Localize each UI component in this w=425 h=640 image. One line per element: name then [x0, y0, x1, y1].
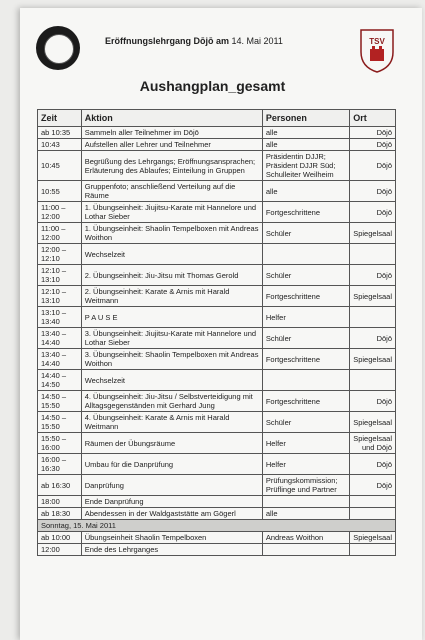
cell-zeit: ab 16:30	[38, 475, 82, 496]
section-row	[38, 520, 396, 532]
cell-aktion: 3. Übungseinheit: Jiujitsu-Karate mit Hannelore und Lothar Sieber	[81, 328, 262, 349]
cell-personen: alle	[262, 181, 349, 202]
schedule-table	[37, 109, 396, 556]
cell-zeit: 16:00 – 16:30	[38, 454, 82, 475]
cell-aktion: P A U S E	[81, 307, 262, 328]
tsv-shield-logo	[358, 22, 396, 74]
page-header	[105, 36, 283, 46]
cell-ort: Dōjō	[350, 139, 396, 151]
cell-ort: Dōjō	[350, 328, 396, 349]
cell-ort	[350, 307, 396, 328]
dojo-logo	[36, 26, 80, 70]
header-aktion: Aktion	[81, 110, 262, 127]
table-row	[38, 508, 396, 520]
table-row	[38, 244, 396, 265]
table-row	[38, 181, 396, 202]
table-header-row	[38, 110, 396, 127]
section-label: Sonntag, 15. Mai 2011	[38, 520, 396, 532]
cell-ort	[350, 496, 396, 508]
page-title: Aushangplan_gesamt	[139, 78, 286, 94]
table-row	[38, 328, 396, 349]
cell-ort: Dōjō	[350, 265, 396, 286]
cell-ort: Spiegelsaal und Dōjō	[350, 433, 396, 454]
cell-personen: Schüler	[262, 412, 349, 433]
header-title: Eröffnungslehrgang Dōjō am	[105, 36, 230, 46]
cell-aktion: Abendessen in der Waldgaststätte am Gögerl	[81, 508, 262, 520]
cell-aktion: Ende des Lehrganges	[81, 544, 262, 556]
cell-personen: Andreas Woithon	[262, 532, 349, 544]
cell-aktion: 1. Übungseinheit: Jiujitsu-Karate mit Hannelore und Lothar Sieber	[81, 202, 262, 223]
cell-ort: Dōjō	[350, 475, 396, 496]
cell-personen: Schüler	[262, 328, 349, 349]
header-personen: Personen	[262, 110, 349, 127]
table-row	[38, 265, 396, 286]
cell-aktion: Begrüßung des Lehrgangs; Eröffnungsansprachen; Erläuterung des Ablaufes; Einteilung in Gruppen	[81, 151, 262, 181]
cell-zeit: 13:40 – 14:40	[38, 349, 82, 370]
cell-ort: Dōjō	[350, 127, 396, 139]
cell-personen: Prüfungskommission; Prüflinge und Partner	[262, 475, 349, 496]
table-row	[38, 370, 396, 391]
table-row	[38, 139, 396, 151]
cell-aktion: Aufstellen aller Lehrer und Teilnehmer	[81, 139, 262, 151]
cell-personen	[262, 370, 349, 391]
cell-aktion: 3. Übungseinheit: Shaolin Tempelboxen mit Andreas Woithon	[81, 349, 262, 370]
cell-ort	[350, 370, 396, 391]
tsv-logo-text: TSV	[369, 37, 385, 46]
cell-ort: Spiegelsaal	[350, 223, 396, 244]
cell-aktion: Räumen der Übungsräume	[81, 433, 262, 454]
cell-ort: Spiegelsaal	[350, 286, 396, 307]
cell-ort: Dōjō	[350, 151, 396, 181]
cell-aktion: Danprüfung	[81, 475, 262, 496]
cell-zeit: 13:10 – 13:40	[38, 307, 82, 328]
cell-personen: Fortgeschrittene	[262, 349, 349, 370]
cell-personen: alle	[262, 127, 349, 139]
cell-ort: Spiegelsaal	[350, 349, 396, 370]
table-row	[38, 151, 396, 181]
cell-zeit: 10:43	[38, 139, 82, 151]
cell-aktion: Sammeln aller Teilnehmer im Dōjō	[81, 127, 262, 139]
table-row	[38, 223, 396, 244]
cell-ort	[350, 508, 396, 520]
cell-zeit: 18:00	[38, 496, 82, 508]
cell-aktion: Umbau für die Danprüfung	[81, 454, 262, 475]
cell-zeit: 15:50 – 16:00	[38, 433, 82, 454]
cell-aktion: Wechselzeit	[81, 244, 262, 265]
cell-personen: Fortgeschrittene	[262, 391, 349, 412]
cell-aktion: Ende Danprüfung	[81, 496, 262, 508]
cell-ort: Spiegelsaal	[350, 412, 396, 433]
cell-aktion: 4. Übungseinheit: Karate & Arnis mit Harald Weitmann	[81, 412, 262, 433]
cell-personen: Schüler	[262, 265, 349, 286]
cell-aktion: 1. Übungseinheit: Shaolin Tempelboxen mit Andreas Woithon	[81, 223, 262, 244]
table-row	[38, 307, 396, 328]
cell-ort	[350, 244, 396, 265]
cell-ort: Spiegelsaal	[350, 532, 396, 544]
cell-zeit: ab 10:00	[38, 532, 82, 544]
cell-personen: alle	[262, 139, 349, 151]
cell-zeit: 12:10 – 13:10	[38, 286, 82, 307]
cell-zeit: 14:50 – 15:50	[38, 391, 82, 412]
cell-ort: Dōjō	[350, 181, 396, 202]
cell-aktion: 2. Übungseinheit: Jiu-Jitsu mit Thomas Gerold	[81, 265, 262, 286]
cell-zeit: 10:55	[38, 181, 82, 202]
cell-personen	[262, 544, 349, 556]
cell-personen	[262, 244, 349, 265]
cell-aktion: Gruppenfoto; anschließend Verteilung auf die Räume	[81, 181, 262, 202]
cell-zeit: ab 18:30	[38, 508, 82, 520]
header-date: 14. Mai 2011	[231, 36, 283, 46]
cell-personen: Helfer	[262, 307, 349, 328]
cell-personen: Schüler	[262, 223, 349, 244]
cell-personen: Helfer	[262, 433, 349, 454]
table-row	[38, 544, 396, 556]
cell-zeit: 10:45	[38, 151, 82, 181]
cell-zeit: 12:00	[38, 544, 82, 556]
table-row	[38, 496, 396, 508]
cell-aktion: Übungseinheit Shaolin Tempelboxen	[81, 532, 262, 544]
dojo-logo-center	[44, 34, 74, 64]
table-row	[38, 286, 396, 307]
table-row	[38, 412, 396, 433]
cell-zeit: ab 10:35	[38, 127, 82, 139]
table-row	[38, 475, 396, 496]
header-ort: Ort	[350, 110, 396, 127]
table-row	[38, 391, 396, 412]
table-row	[38, 433, 396, 454]
cell-zeit: 14:40 – 14:50	[38, 370, 82, 391]
cell-personen	[262, 496, 349, 508]
cell-zeit: 13:40 – 14:40	[38, 328, 82, 349]
cell-aktion: Wechselzeit	[81, 370, 262, 391]
cell-personen: alle	[262, 508, 349, 520]
cell-zeit: 14:50 – 15:50	[38, 412, 82, 433]
table-row	[38, 127, 396, 139]
cell-aktion: 4. Übungseinheit: Jiu-Jitsu / Selbstverteidigung mit Alltagsgegenständen mit Gerhard Jung	[81, 391, 262, 412]
cell-personen: Helfer	[262, 454, 349, 475]
cell-personen: Fortgeschrittene	[262, 286, 349, 307]
cell-zeit: 11:00 – 12:00	[38, 223, 82, 244]
cell-zeit: 12:00 – 12:10	[38, 244, 82, 265]
header-zeit: Zeit	[38, 110, 82, 127]
cell-ort	[350, 544, 396, 556]
cell-personen: Präsidentin DJJR; Präsident DJJR Süd; Schulleiter Weilheim	[262, 151, 349, 181]
cell-ort: Dōjō	[350, 202, 396, 223]
cell-ort: Dōjō	[350, 391, 396, 412]
cell-aktion: 2. Übungseinheit: Karate & Arnis mit Harald Weitmann	[81, 286, 262, 307]
table-row	[38, 532, 396, 544]
table-row	[38, 454, 396, 475]
table-row	[38, 202, 396, 223]
cell-zeit: 12:10 – 13:10	[38, 265, 82, 286]
table-row	[38, 349, 396, 370]
cell-ort: Dōjō	[350, 454, 396, 475]
cell-personen: Fortgeschrittene	[262, 202, 349, 223]
cell-zeit: 11:00 – 12:00	[38, 202, 82, 223]
